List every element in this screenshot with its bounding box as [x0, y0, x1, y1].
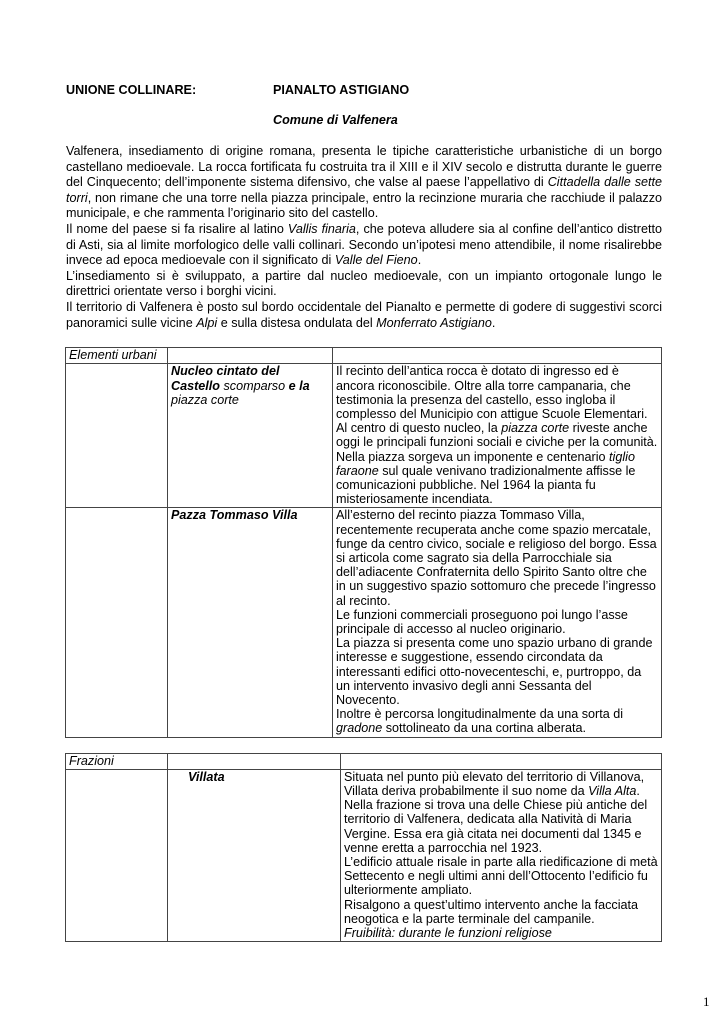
intro-text — [66, 144, 662, 331]
text-run: gradone — [336, 721, 383, 736]
text-run: tiglio faraone — [336, 449, 635, 478]
text-run: scomparso — [223, 378, 289, 393]
text-run: e la — [288, 378, 310, 393]
text-run: sottolineato da una cortina alberata. — [382, 721, 586, 736]
text-run: Villata — [188, 769, 225, 784]
text-run: riveste anche oggi le principali funzioni sociali e civiche per la comunità. — [336, 421, 658, 450]
intro-paragraph — [66, 222, 662, 269]
table-row — [66, 508, 662, 737]
text-run: All’esterno del recinto piazza Tommaso Villa, recentemente recuperata anche come spazio mercatale, funge da centro civico, sociale e religioso del borgo. Essa si articola come sagrato sia della Parrocchiale sia dell’adiacente Confraternita dello Spirito Santo oltre che in un suggestivo spazio sottomuro che precede l’ingresso al recinto. — [336, 508, 657, 608]
text-run: . — [491, 315, 496, 330]
text-run: Fruibilità: durante le funzioni religiose — [344, 926, 552, 941]
intro-paragraph — [66, 269, 662, 300]
text-run: L’edificio attuale risale in parte alla riedificazione di metà Settecento e negli ultimi anni dell’Ottocento l’edificio fu ulteriormente ampliato. — [344, 855, 658, 898]
intro-paragraph — [66, 300, 662, 331]
frazione-description — [341, 769, 662, 941]
text-run: Le funzioni commerciali proseguono poi lungo l’asse principale di accesso al nucleo originario. — [336, 607, 628, 636]
text-run: Monferrato Astigiano — [376, 315, 492, 330]
text-run: Valfenera, insediamento di origine romana, presenta le tipiche caratteristiche urbanistiche di un borgo castellano medioevale. La rocca fortificata fu costruita tra il XIII e il XIV secolo e distrutta durante le guerre del Cinquecento; dell’imponente sistema difensivo, che valse al paese l’appellativo di — [66, 144, 662, 190]
table-header-row — [66, 753, 662, 769]
element-description — [333, 508, 662, 737]
element-description — [333, 364, 662, 508]
text-run: Nella frazione si trova una delle Chiese più antiche del territorio di Valfenera, dedicata alla Natività di Maria Vergine. Essa era già citata nei documenti dal 1345 e venne eretta a parrocchia nel 1923. — [344, 798, 648, 855]
page-number: 1 — [703, 994, 710, 1009]
text-run: Nella piazza sorgeva un imponente e centenario — [336, 449, 610, 464]
empty-cell — [168, 753, 341, 769]
text-run: piazza corte — [171, 392, 239, 407]
element-name — [168, 508, 333, 737]
table-row — [66, 364, 662, 508]
urban-elements-table — [65, 347, 662, 737]
text-run: L’insediamento si è sviluppato, a partire dal nucleo medioevale, con un impianto ortogonale lungo le direttrici orientate verso i borghi vicini. — [66, 268, 662, 299]
empty-cell — [333, 348, 662, 364]
text-run: Alpi — [196, 315, 218, 330]
element-name — [168, 364, 333, 508]
empty-cell — [168, 348, 333, 364]
text-run: Cittadella dalle sette torri — [66, 175, 662, 205]
text-run: . — [417, 253, 422, 268]
text-run: Situata nel punto più elevato del territorio di Villanova, Villata deriva probabilmente il suo nome da — [344, 769, 645, 799]
text-run: . — [636, 784, 640, 799]
text-run: Pazza Tommaso Villa — [171, 508, 298, 523]
empty-cell — [66, 364, 168, 508]
text-run: sul quale venivano tradizionalmente affisse le comunicazioni pubbliche. Nel 1964 la pianta fu misteriosamente incendiata. — [336, 463, 636, 507]
text-run: La piazza si presenta come uno spazio urbano di grande interesse e suggestione, essendo circondata da interessanti edifici otto-novecenteschi, e, purtroppo, da un intervento invasivo degli anni Sessanta del Novecento. — [336, 636, 653, 707]
intro-paragraph — [66, 144, 662, 222]
text-run: Inoltre è percorsa longitudinalmente da una sorta di — [336, 707, 624, 722]
table-row — [66, 769, 662, 941]
section-header: Elementi urbani — [66, 348, 168, 364]
text-run: Valle del Fieno — [334, 253, 418, 268]
text-run: , che poteva alludere sia al confine dell’antico distretto di Asti, sia al limite morfologico delle valli collinari. Secondo un’ipotesi meno attendibile, il nome risalirebbe invece ad epoca medioevale con il significato di — [66, 221, 663, 268]
union-name: PIANALTO ASTIGIANO — [273, 83, 410, 97]
frazioni-table — [65, 753, 662, 943]
union-label: UNIONE COLLINARE: — [66, 83, 197, 97]
text-run: Nucleo cintato del Castello — [171, 364, 280, 393]
empty-cell — [66, 769, 168, 941]
text-run: Vallis finaria — [287, 221, 356, 236]
text-run: piazza corte — [501, 421, 570, 436]
empty-cell — [341, 753, 662, 769]
section-header: Frazioni — [66, 753, 168, 769]
text-run: Al centro di questo nucleo, la — [336, 421, 502, 436]
text-run: Risalgono a quest’ultimo intervento anche la facciata neogotica e la parte terminale del campanile. — [344, 897, 639, 926]
text-run: Il recinto dell’antica rocca è dotato di ingresso ed è ancora riconoscibile. Oltre alla torre campanaria, che testimonia la presenza del castello, esso ingloba il complesso del Municipio con attigue Scuole Elementari. — [336, 364, 648, 421]
frazione-name — [168, 769, 341, 941]
text-run: , non rimane che una torre nella piazza principale, entro la recinzione muraria che racchiude il palazzo municipale, e che rammenta l’originario sito del castello. — [66, 190, 662, 221]
document-header — [66, 82, 662, 98]
empty-cell — [66, 508, 168, 737]
page-title: Comune di Valfenera — [273, 113, 398, 127]
text-run: Il nome del paese si fa risalire al latino — [66, 221, 288, 236]
text-run: Il territorio di Valfenera è posto sul bordo occidentale del Pianalto e permette di godere di suggestivi scorci panoramici sulle vicine — [66, 299, 662, 330]
table-header-row — [66, 348, 662, 364]
text-run: Villa Alta — [588, 784, 637, 799]
text-run: e sulla distesa ondulata del — [217, 315, 377, 330]
